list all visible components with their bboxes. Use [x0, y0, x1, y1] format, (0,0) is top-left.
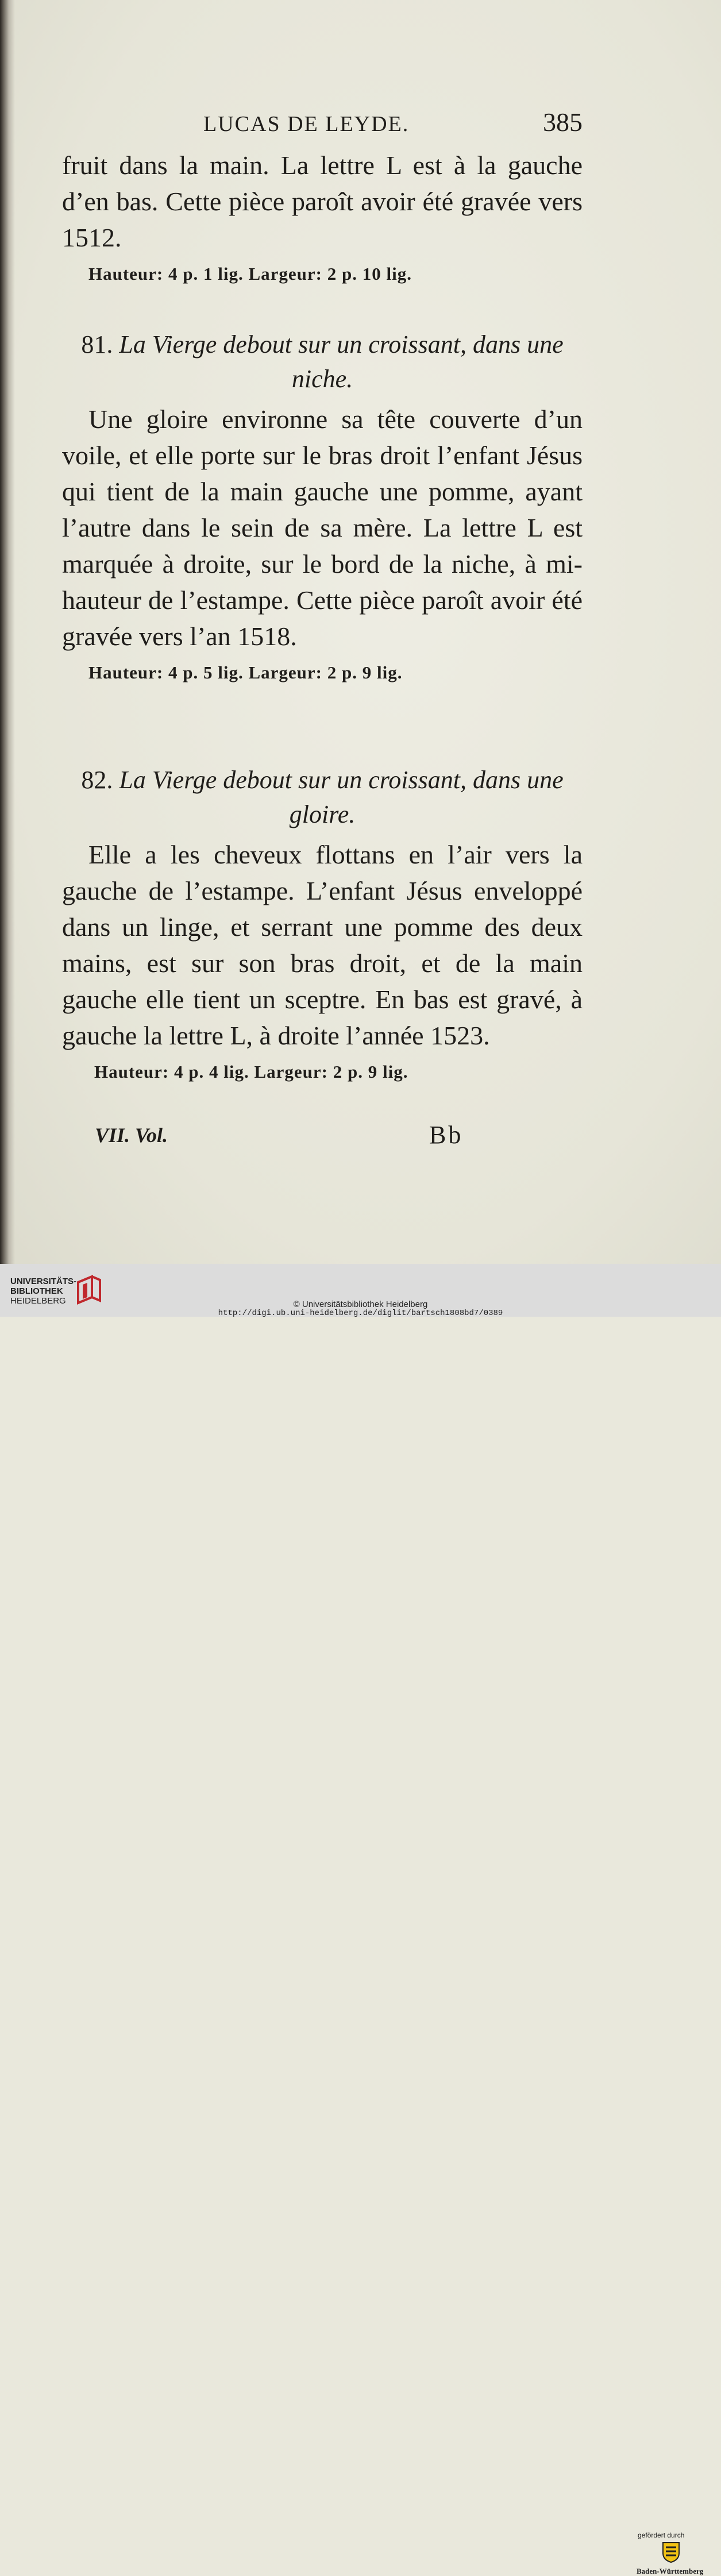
signature-mark: Bb	[429, 1121, 464, 1149]
catalog-entry-81	[62, 327, 583, 683]
binding-shadow	[0, 0, 15, 1264]
page-number: 385	[543, 107, 583, 137]
permalink-url[interactable]: http://digi.ub.uni-heidelberg.de/diglit/bartsch1808bd7/0389	[218, 1309, 503, 1318]
copyright-notice: © Universitätsbibliothek Heidelberg	[293, 1299, 428, 1309]
dimensions: Hauteur: 4 p. 5 lig. Largeur: 2 p. 9 lig.	[88, 662, 403, 682]
dimensions: Hauteur: 4 p. 4 lig. Largeur: 2 p. 9 lig.	[94, 1062, 408, 1082]
catalog-entry-82	[62, 763, 583, 1082]
logo-line: BIBLIOTHEK	[10, 1286, 63, 1296]
entry-title: La Vierge debout sur un croissant, dans une gloire.	[119, 766, 564, 828]
entry-heading	[62, 763, 583, 832]
entry-heading	[62, 327, 583, 396]
continuation-block	[62, 147, 583, 284]
entry-title: La Vierge debout sur un croissant, dans une niche.	[119, 330, 564, 393]
page-header	[62, 107, 583, 141]
logo-line: UNIVERSITÄTS-	[10, 1277, 77, 1286]
scanned-page	[0, 0, 721, 1264]
volume-mark: VII. Vol.	[95, 1124, 168, 1147]
continuation-text: fruit dans la main. La lettre L est à la gauche d’en bas. Cette pièce paroît avoir été gravée vers 1512.	[62, 151, 583, 252]
entry-description: Elle a les cheveux flottans en l’air vers la gauche de l’estampe. L’enfant Jésus enveloppé dans un linge, et serrant une pomme des deux mains, est sur son bras droit, et de la main gauche elle tient un sceptre. En bas est gravé, à gauche la lettre L, à droite l’année 1523.	[62, 840, 583, 1050]
baden-wuerttemberg-crest-icon[interactable]	[660, 2540, 683, 2563]
logo-line: HEIDELBERG	[10, 1296, 66, 1306]
dimensions: Hauteur: 4 p. 1 lig. Largeur: 2 p. 10 lig.	[88, 264, 412, 284]
running-title: LUCAS DE LEYDE.	[203, 112, 410, 136]
entry-number: 81.	[81, 330, 113, 358]
sponsor-label: gefördert durch	[638, 2531, 685, 2539]
entry-number: 82.	[81, 766, 113, 794]
entry-description: Une gloire environne sa tête couverte d’un voile, et elle porte sur le bras droit l’enfant Jésus qui tient de la main gauche une pomme, ayant l’autre dans le sein de sa mère. La lettre L est marquée à droite, sur le bord de la niche, à mi-hauteur de l’estampe. Cette pièce paroît avoir été gravée vers l’an 1518.	[62, 404, 583, 651]
sponsor-name: Baden-Württemberg	[637, 2567, 704, 2575]
